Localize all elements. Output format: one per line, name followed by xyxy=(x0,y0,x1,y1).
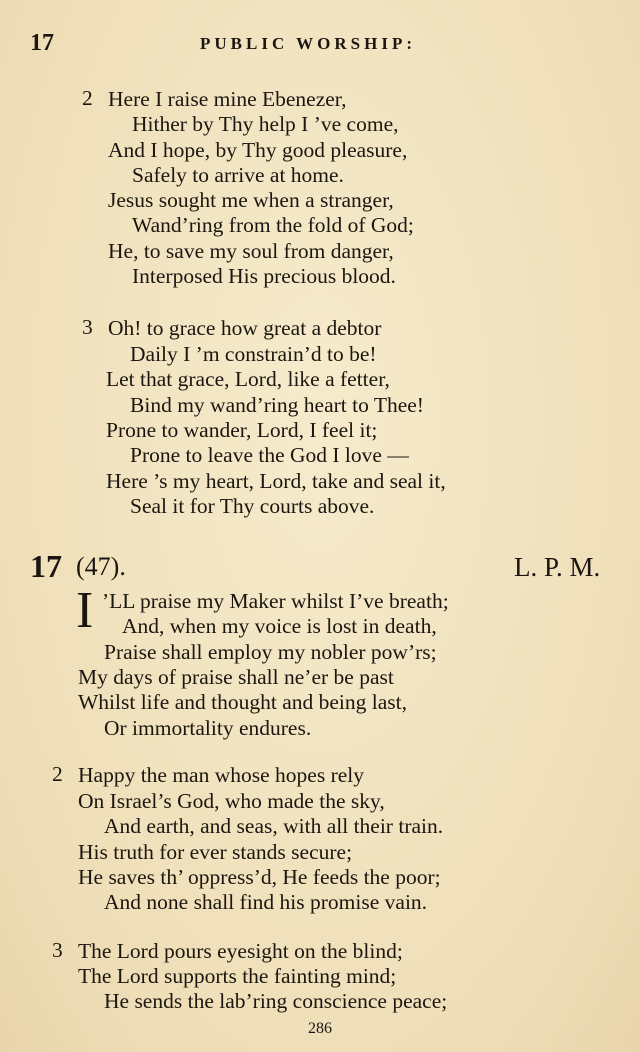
verse-line: And earth, and seas, with all their train. xyxy=(104,814,444,838)
verse-line: Let that grace, Lord, like a fetter, xyxy=(106,367,390,391)
verse-line: Here I raise mine Ebenezer, xyxy=(108,87,347,111)
verse-line: Daily I ’m constrain’d to be! xyxy=(130,342,377,366)
verse-line: He sends the lab’ring conscience peace; xyxy=(104,989,448,1013)
verse-line: Whilst life and thought and being last, xyxy=(78,690,408,714)
verse-line: On Israel’s God, who made the sky, xyxy=(78,789,385,813)
verse-line: Seal it for Thy courts above. xyxy=(130,494,375,518)
hymn-reference: (47). xyxy=(76,552,126,581)
verse-line: ’LL praise my Maker whilst I’ve breath; xyxy=(102,589,449,613)
verse-number: 3 xyxy=(82,315,93,339)
running-header-title: PUBLIC WORSHIP: xyxy=(200,34,417,53)
verse-number: 2 xyxy=(82,86,93,110)
verse-line: Prone to leave the God I love — xyxy=(130,443,409,467)
verse-line: Hither by Thy help I ’ve come, xyxy=(132,112,399,136)
verse-line: And, when my voice is lost in death, xyxy=(122,614,437,638)
footer-page-number: 286 xyxy=(308,1020,332,1037)
drop-cap: I xyxy=(76,582,94,639)
running-page-number: 17 xyxy=(30,30,54,56)
verse-number: 3 xyxy=(52,938,63,962)
verse-line: Prone to wander, Lord, I feel it; xyxy=(106,418,378,442)
verse-line: The Lord pours eyesight on the blind; xyxy=(78,939,403,963)
verse-line: Wand’ring from the fold of God; xyxy=(132,213,414,237)
verse-line: Oh! to grace how great a debtor xyxy=(108,316,382,340)
verse-line: Jesus sought me when a stranger, xyxy=(108,188,394,212)
verse-line: Or immortality endures. xyxy=(104,716,312,740)
verse-line: And none shall find his promise vain. xyxy=(104,890,428,914)
verse-line: He saves th’ oppress’d, He feeds the poor; xyxy=(78,865,441,889)
verse-line: Safely to arrive at home. xyxy=(132,163,344,187)
verse-line: He, to save my soul from danger, xyxy=(108,239,394,263)
hymn-meter: L. P. M. xyxy=(514,552,601,582)
verse-line: The Lord supports the fainting mind; xyxy=(78,964,397,988)
verse-line: And I hope, by Thy good pleasure, xyxy=(108,138,408,162)
verse-line: Praise shall employ my nobler pow’rs; xyxy=(104,640,437,664)
verse-line: My days of praise shall ne’er be past xyxy=(78,665,394,689)
hymn-number: 17 xyxy=(30,548,62,584)
verse-number: 2 xyxy=(52,762,63,786)
verse-line: Happy the man whose hopes rely xyxy=(78,763,364,787)
verse-line: His truth for ever stands secure; xyxy=(78,840,353,864)
verse-line: Here ’s my heart, Lord, take and seal it, xyxy=(106,469,446,493)
verse-line: Interposed His precious blood. xyxy=(132,264,396,288)
verse-line: Bind my wand’ring heart to Thee! xyxy=(130,393,424,417)
